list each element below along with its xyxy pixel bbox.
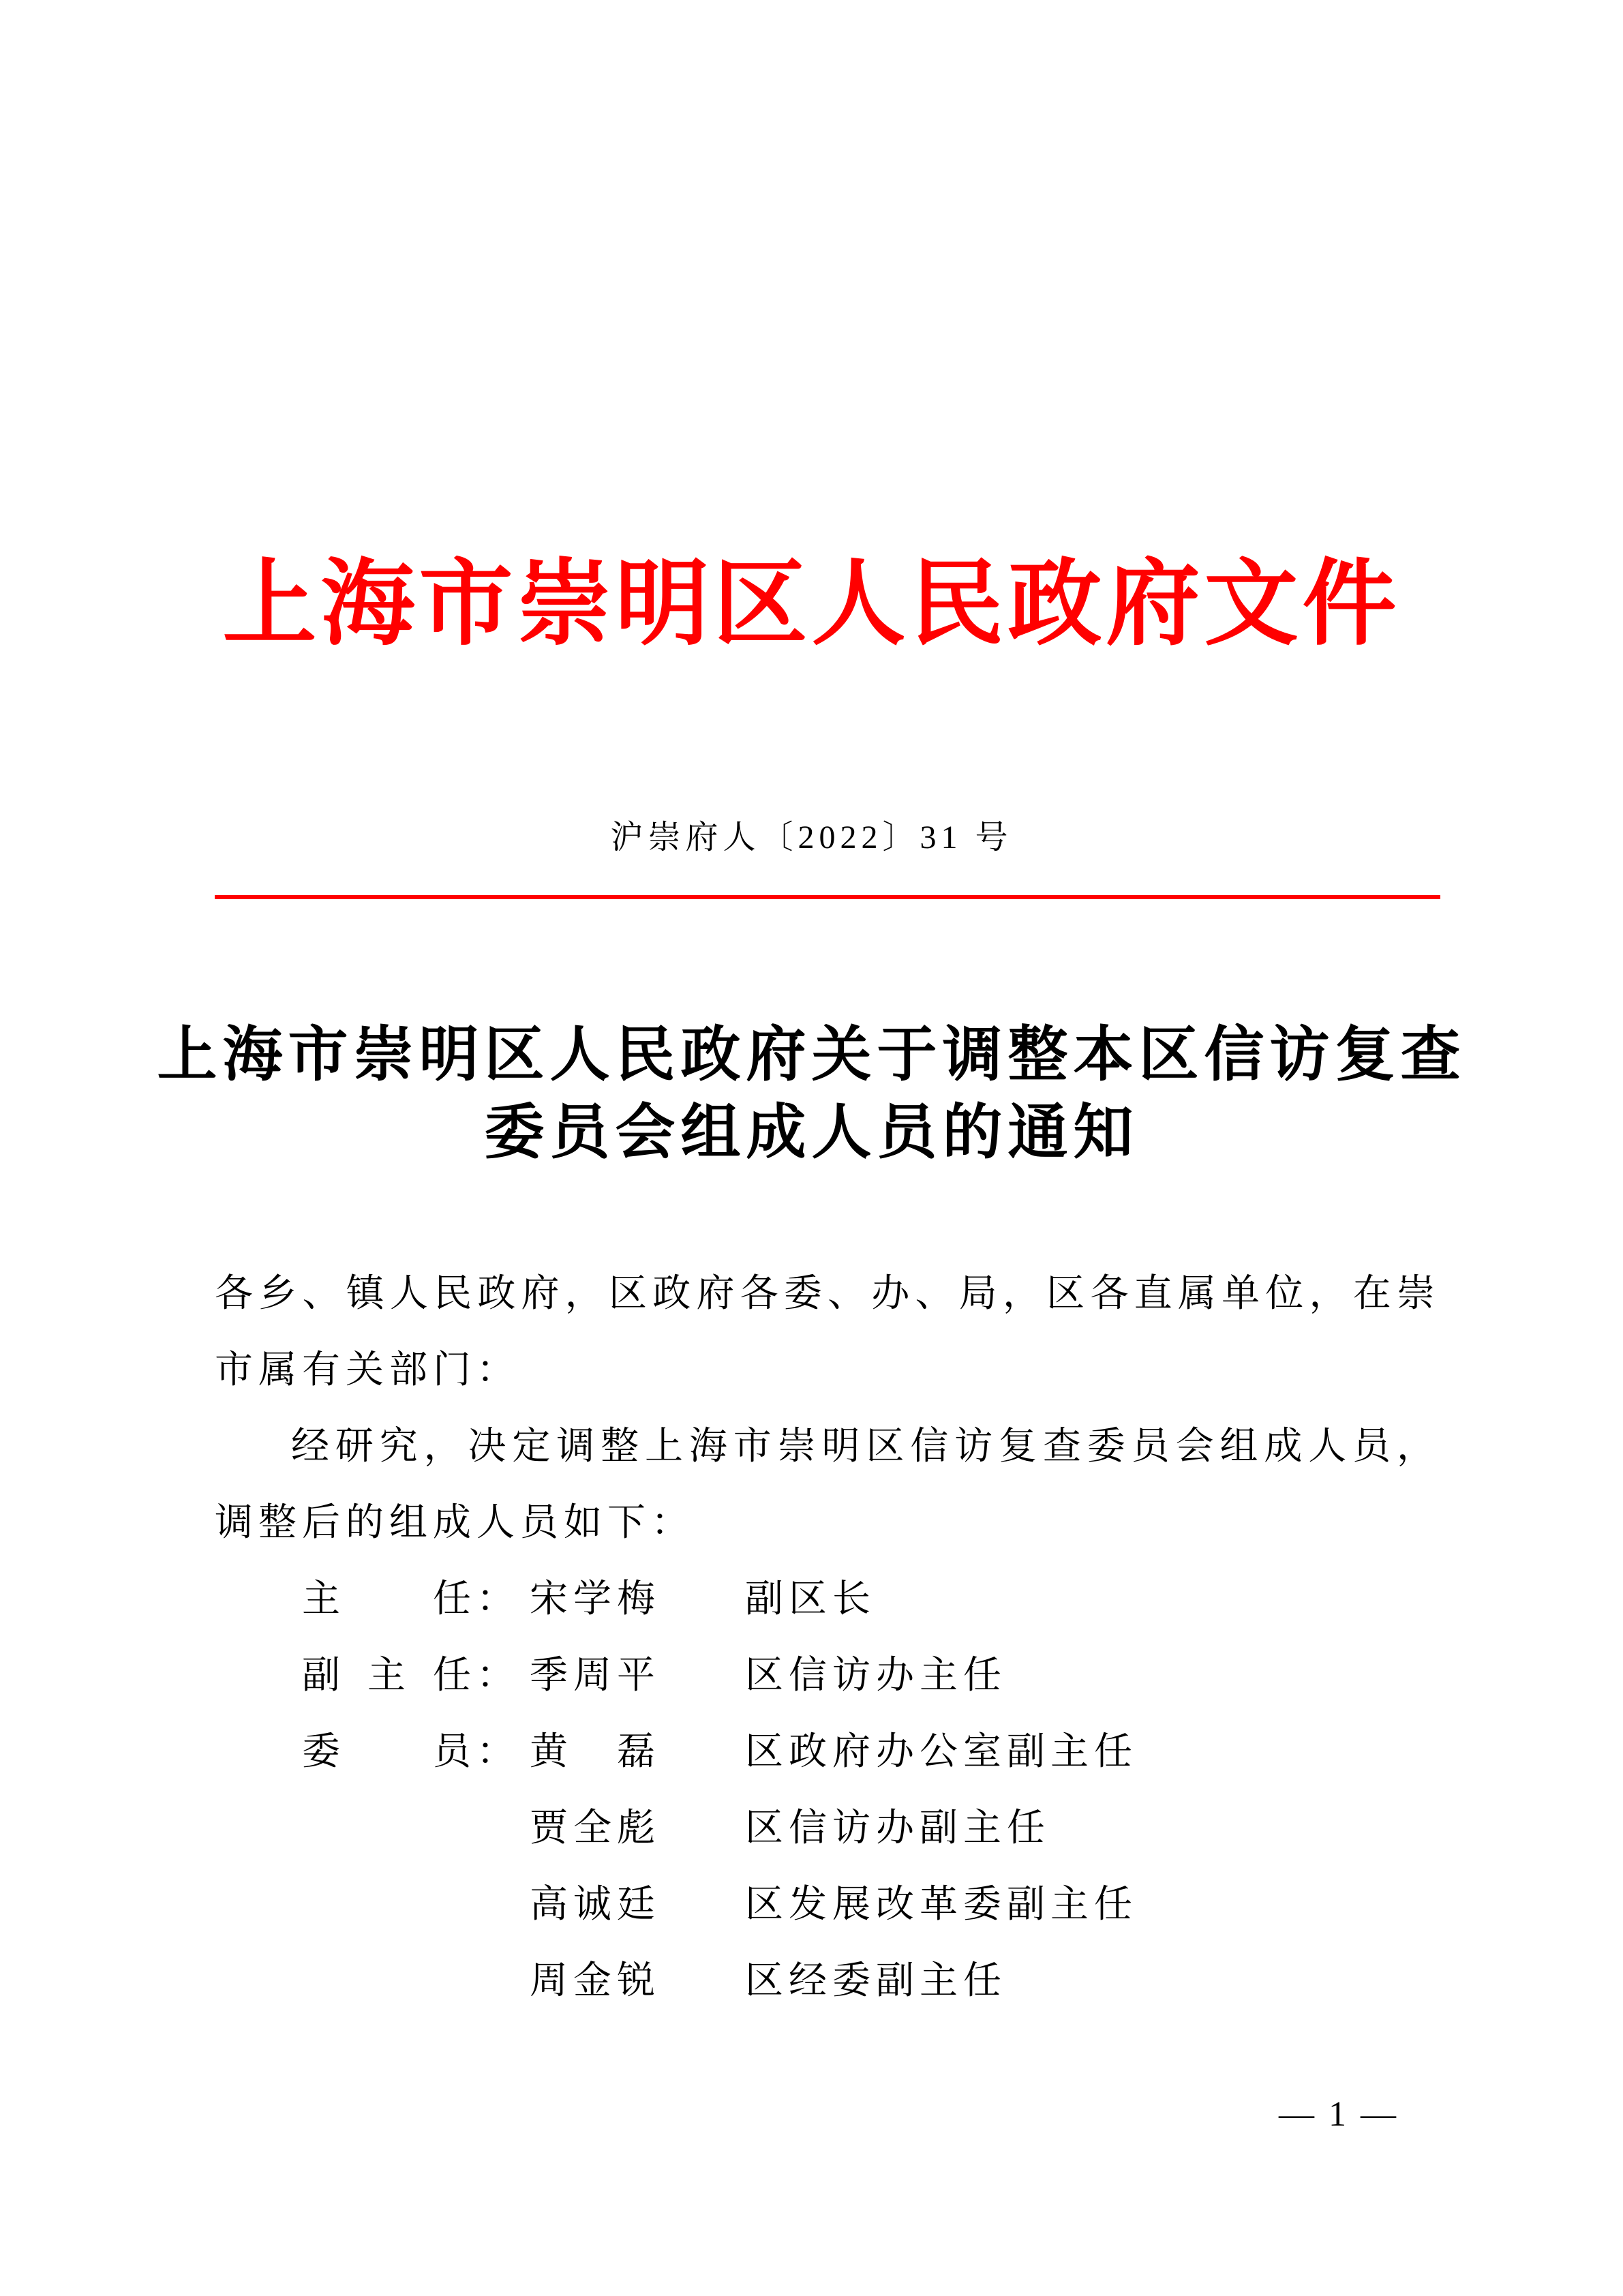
salutation-line2: 市属有关部门： [215, 1349, 520, 1391]
member-role-text: 委员 [302, 1731, 476, 1773]
member-position: 区经委副主任 [745, 1960, 1007, 2002]
paragraph-line2: 调整后的组成人员如下： [215, 1502, 695, 1544]
member-position: 区发展改革委副主任 [745, 1884, 1138, 1926]
member-row [215, 1867, 1440, 1943]
paragraph-line1: 经研究，决定调整上海市崇明区信访复查委员会组成人员， [291, 1425, 1440, 1468]
document-title-line1: 上海市崇明区人民政府关于调整本区信访复查 [157, 1023, 1466, 1089]
member-row [215, 1637, 1440, 1714]
member-role [302, 1943, 530, 2019]
page-number: — 1 — [1279, 2095, 1399, 2134]
member-row [215, 1714, 1440, 1790]
member-row [215, 1943, 1440, 2019]
member-row-indent [215, 1714, 302, 1790]
member-role [302, 1561, 530, 1637]
member-position: 副区长 [745, 1578, 876, 1620]
member-position: 区信访办副主任 [745, 1807, 1050, 1849]
masthead-title: 上海市崇明区人民政府文件 [222, 552, 1401, 656]
member-name: 宋学梅 [530, 1578, 661, 1620]
member-row-indent [215, 1561, 302, 1637]
member-role [302, 1790, 530, 1867]
member-name: 高诚廷 [530, 1884, 661, 1926]
document-title-line2: 委员会组成人员的通知 [484, 1100, 1139, 1166]
member-list [215, 1561, 1440, 2019]
member-row-indent [215, 1637, 302, 1714]
member-row-indent [215, 1943, 302, 2019]
member-role-colon: ： [476, 1655, 520, 1697]
member-role [302, 1867, 530, 1943]
member-role-colon: ： [476, 1578, 520, 1620]
document-title [0, 1017, 1623, 1173]
salutation-line1: 各乡、镇人民政府，区政府各委、办、局，区各直属单位，在崇 [215, 1273, 1440, 1315]
member-row [215, 1790, 1440, 1867]
member-role [302, 1714, 530, 1790]
member-name: 季周平 [530, 1655, 661, 1697]
member-row-indent [215, 1867, 302, 1943]
document-number: 沪崇府人〔2022〕31 号 [610, 819, 1013, 856]
member-position: 区政府办公室副主任 [745, 1731, 1138, 1773]
member-role-text: 副主任 [302, 1655, 476, 1697]
member-position: 区信访办主任 [745, 1655, 1007, 1697]
member-row-indent [215, 1790, 302, 1867]
member-name: 周金锐 [530, 1960, 661, 2002]
member-role-colon: ： [476, 1731, 520, 1773]
red-separator-rule [215, 895, 1440, 899]
member-role [302, 1637, 530, 1714]
document-body [215, 1256, 1440, 2019]
member-role-text: 主任 [302, 1578, 476, 1620]
member-name: 贾全彪 [530, 1807, 661, 1849]
member-name: 黄 磊 [530, 1731, 661, 1773]
member-row [215, 1561, 1440, 1637]
